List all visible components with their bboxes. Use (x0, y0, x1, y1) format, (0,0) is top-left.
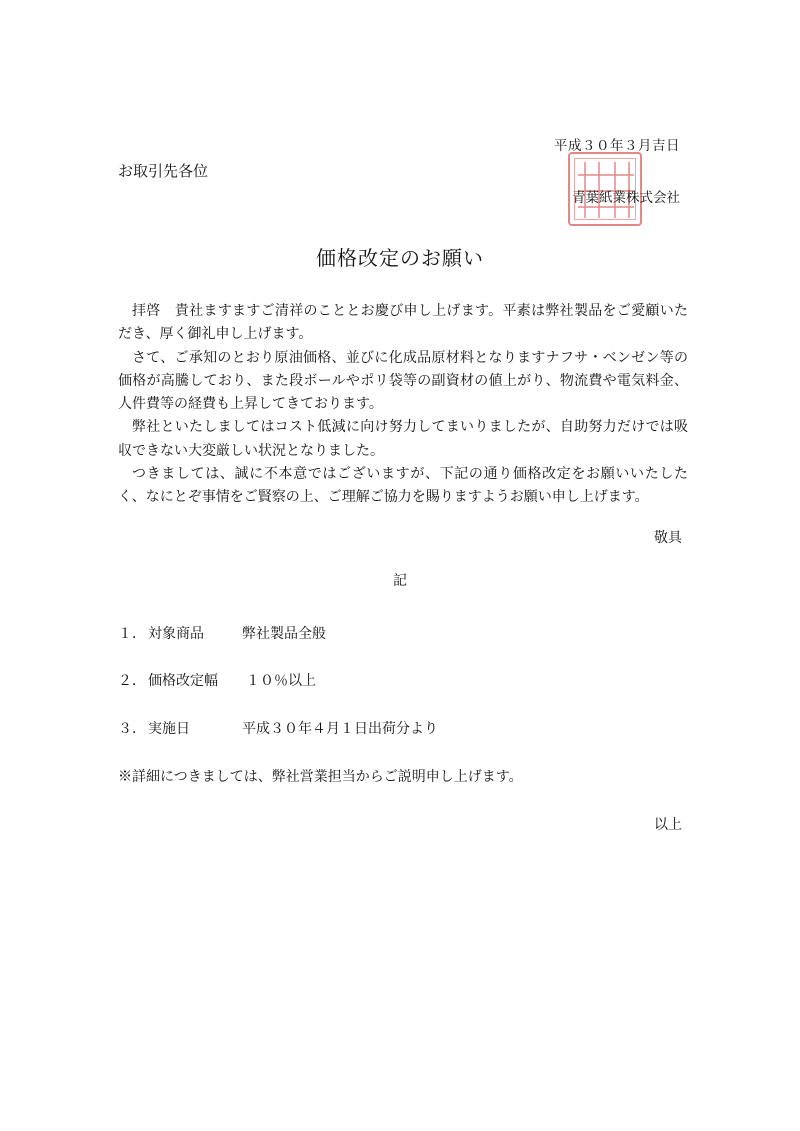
item-row (118, 623, 242, 643)
body-paragraph: さて、ご承知のとおり原油価格、並びに化成品原材料となりますナフサ・ベンゼン等の価格が高騰しており、また段ボールやポリ袋等の副資材の値上がり、物流費や電気料金、人件費等の経費も上昇してきております。 (118, 349, 688, 413)
document-date: 平成３０年３月吉日 (554, 138, 680, 154)
item-value: 平成３０年４月１日出荷分より (242, 721, 438, 737)
detail-note: ※詳細につきましては、弊社営業担当からご説明申し上げます。 (118, 769, 523, 785)
recipient-line: お取引先各位 (118, 162, 209, 180)
item-number: １． (118, 626, 146, 642)
item-number: ２． (118, 673, 146, 689)
body-paragraph: つきましては、誠に不本意ではございますが、下記の通り価格改定をお願いいたしたく、なにとぞ事情をご賢察の上、ご理解ご協力を賜りますようお願い申し上げます。 (118, 466, 688, 506)
document-title: 価格改定のお願い (316, 246, 484, 270)
item-number: ３． (118, 721, 146, 737)
letter-body (118, 300, 688, 510)
item-value: １０％以上 (246, 673, 316, 689)
body-paragraph: 弊社といたしましてはコスト低減に向け努力してまいりましたが、自助努力だけでは吸収できない大変厳しい状況となりました。 (118, 419, 688, 459)
body-paragraph: 拝啓 貴社ますますご清祥のこととお慶び申し上げます。平素は弊社製品をご愛顧いただき、厚く御礼申し上げます。 (118, 303, 688, 343)
item-value: 弊社製品全般 (242, 626, 326, 642)
item-row (118, 670, 242, 690)
ki-heading: 記 (393, 573, 407, 589)
closing-keigu: 敬具 (654, 530, 682, 546)
item-label: 対象商品 (148, 626, 204, 642)
end-mark: 以上 (654, 817, 682, 833)
item-label: 実施日 (148, 721, 190, 737)
item-label: 価格改定幅 (148, 673, 218, 689)
item-row (118, 718, 242, 738)
company-name: 青葉紙業株式会社 (572, 190, 680, 206)
